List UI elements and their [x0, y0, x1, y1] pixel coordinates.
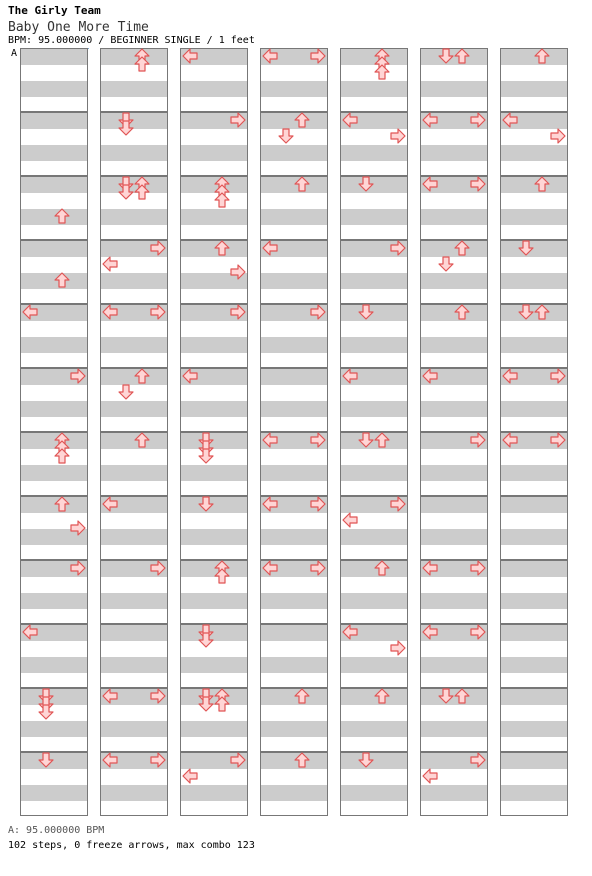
- up-arrow-icon: [534, 304, 550, 320]
- right-arrow-icon: [470, 752, 486, 768]
- measure-box: [100, 112, 168, 176]
- measure-box: [180, 432, 248, 496]
- up-arrow-icon: [374, 64, 390, 80]
- song-artist: The Girly Team: [8, 4, 101, 17]
- up-arrow-icon: [54, 272, 70, 288]
- right-arrow-icon: [390, 128, 406, 144]
- right-arrow-icon: [310, 496, 326, 512]
- song-title: Baby One More Time: [8, 20, 149, 35]
- down-arrow-icon: [118, 184, 134, 200]
- left-arrow-icon: [502, 112, 518, 128]
- right-arrow-icon: [390, 240, 406, 256]
- left-arrow-icon: [102, 256, 118, 272]
- up-arrow-icon: [454, 240, 470, 256]
- down-arrow-icon: [118, 384, 134, 400]
- left-arrow-icon: [102, 304, 118, 320]
- right-arrow-icon: [470, 560, 486, 576]
- down-arrow-icon: [438, 688, 454, 704]
- right-arrow-icon: [550, 432, 566, 448]
- right-arrow-icon: [150, 752, 166, 768]
- left-arrow-icon: [262, 48, 278, 64]
- right-arrow-icon: [150, 560, 166, 576]
- measure-box: [500, 688, 568, 752]
- down-arrow-icon: [358, 432, 374, 448]
- right-arrow-icon: [230, 752, 246, 768]
- left-arrow-icon: [262, 496, 278, 512]
- left-arrow-icon: [342, 368, 358, 384]
- right-arrow-icon: [150, 304, 166, 320]
- down-arrow-icon: [118, 120, 134, 136]
- up-arrow-icon: [54, 496, 70, 512]
- down-arrow-icon: [198, 632, 214, 648]
- up-arrow-icon: [294, 752, 310, 768]
- left-arrow-icon: [342, 624, 358, 640]
- down-arrow-icon: [38, 704, 54, 720]
- left-arrow-icon: [182, 368, 198, 384]
- left-arrow-icon: [422, 176, 438, 192]
- right-arrow-icon: [230, 264, 246, 280]
- left-arrow-icon: [422, 368, 438, 384]
- right-arrow-icon: [310, 304, 326, 320]
- footer-stats: 102 steps, 0 freeze arrows, max combo 123: [8, 840, 255, 851]
- up-arrow-icon: [214, 240, 230, 256]
- down-arrow-icon: [438, 256, 454, 272]
- right-arrow-icon: [70, 368, 86, 384]
- measure-box: [340, 176, 408, 240]
- measure-box: [260, 368, 328, 432]
- right-arrow-icon: [470, 624, 486, 640]
- up-arrow-icon: [454, 688, 470, 704]
- left-arrow-icon: [342, 512, 358, 528]
- right-arrow-icon: [390, 496, 406, 512]
- up-arrow-icon: [294, 176, 310, 192]
- left-arrow-icon: [262, 240, 278, 256]
- measure-box: [500, 560, 568, 624]
- down-arrow-icon: [38, 752, 54, 768]
- left-arrow-icon: [422, 112, 438, 128]
- up-arrow-icon: [454, 304, 470, 320]
- right-arrow-icon: [150, 240, 166, 256]
- right-arrow-icon: [70, 560, 86, 576]
- left-arrow-icon: [262, 432, 278, 448]
- down-arrow-icon: [278, 128, 294, 144]
- left-arrow-icon: [502, 432, 518, 448]
- up-arrow-icon: [134, 368, 150, 384]
- up-arrow-icon: [534, 48, 550, 64]
- down-arrow-icon: [518, 240, 534, 256]
- down-arrow-icon: [198, 496, 214, 512]
- left-arrow-icon: [102, 688, 118, 704]
- left-arrow-icon: [102, 752, 118, 768]
- up-arrow-icon: [294, 688, 310, 704]
- left-arrow-icon: [182, 768, 198, 784]
- footer-bpm: A: 95.000000 BPM: [8, 825, 105, 836]
- right-arrow-icon: [470, 432, 486, 448]
- up-arrow-icon: [134, 432, 150, 448]
- right-arrow-icon: [150, 688, 166, 704]
- down-arrow-icon: [198, 696, 214, 712]
- right-arrow-icon: [230, 112, 246, 128]
- up-arrow-icon: [374, 688, 390, 704]
- up-arrow-icon: [214, 568, 230, 584]
- measure-box: [20, 688, 88, 752]
- up-arrow-icon: [134, 184, 150, 200]
- right-arrow-icon: [230, 304, 246, 320]
- chart-meta: BPM: 95.000000 / BEGINNER SINGLE / 1 feet: [8, 35, 255, 46]
- bpm-marker-label: A: [11, 48, 18, 59]
- right-arrow-icon: [70, 520, 86, 536]
- up-arrow-icon: [374, 560, 390, 576]
- down-arrow-icon: [358, 176, 374, 192]
- left-arrow-icon: [102, 496, 118, 512]
- down-arrow-icon: [438, 48, 454, 64]
- measure-box: [340, 304, 408, 368]
- up-arrow-icon: [54, 208, 70, 224]
- down-arrow-icon: [518, 304, 534, 320]
- left-arrow-icon: [502, 368, 518, 384]
- up-arrow-icon: [214, 696, 230, 712]
- measure-box: [180, 496, 248, 560]
- up-arrow-icon: [214, 192, 230, 208]
- measure-box: [500, 496, 568, 560]
- left-arrow-icon: [182, 48, 198, 64]
- up-arrow-icon: [294, 112, 310, 128]
- right-arrow-icon: [550, 128, 566, 144]
- up-arrow-icon: [54, 448, 70, 464]
- up-arrow-icon: [374, 432, 390, 448]
- measure-box: [340, 752, 408, 816]
- measure-box: [180, 624, 248, 688]
- down-arrow-icon: [358, 304, 374, 320]
- up-arrow-icon: [454, 48, 470, 64]
- left-arrow-icon: [342, 112, 358, 128]
- measure-box: [260, 624, 328, 688]
- left-arrow-icon: [422, 768, 438, 784]
- measure-box: [20, 48, 88, 112]
- measure-box: [500, 624, 568, 688]
- right-arrow-icon: [470, 176, 486, 192]
- left-arrow-icon: [422, 624, 438, 640]
- measure-box: [20, 112, 88, 176]
- left-arrow-icon: [22, 304, 38, 320]
- left-arrow-icon: [262, 560, 278, 576]
- measure-box: [420, 496, 488, 560]
- measure-box: [20, 752, 88, 816]
- right-arrow-icon: [310, 48, 326, 64]
- right-arrow-icon: [310, 432, 326, 448]
- right-arrow-icon: [390, 640, 406, 656]
- left-arrow-icon: [422, 560, 438, 576]
- right-arrow-icon: [550, 368, 566, 384]
- left-arrow-icon: [22, 624, 38, 640]
- down-arrow-icon: [198, 448, 214, 464]
- right-arrow-icon: [310, 560, 326, 576]
- up-arrow-icon: [134, 56, 150, 72]
- right-arrow-icon: [470, 112, 486, 128]
- measure-box: [500, 240, 568, 304]
- down-arrow-icon: [358, 752, 374, 768]
- measure-box: [500, 752, 568, 816]
- measure-box: [100, 624, 168, 688]
- up-arrow-icon: [534, 176, 550, 192]
